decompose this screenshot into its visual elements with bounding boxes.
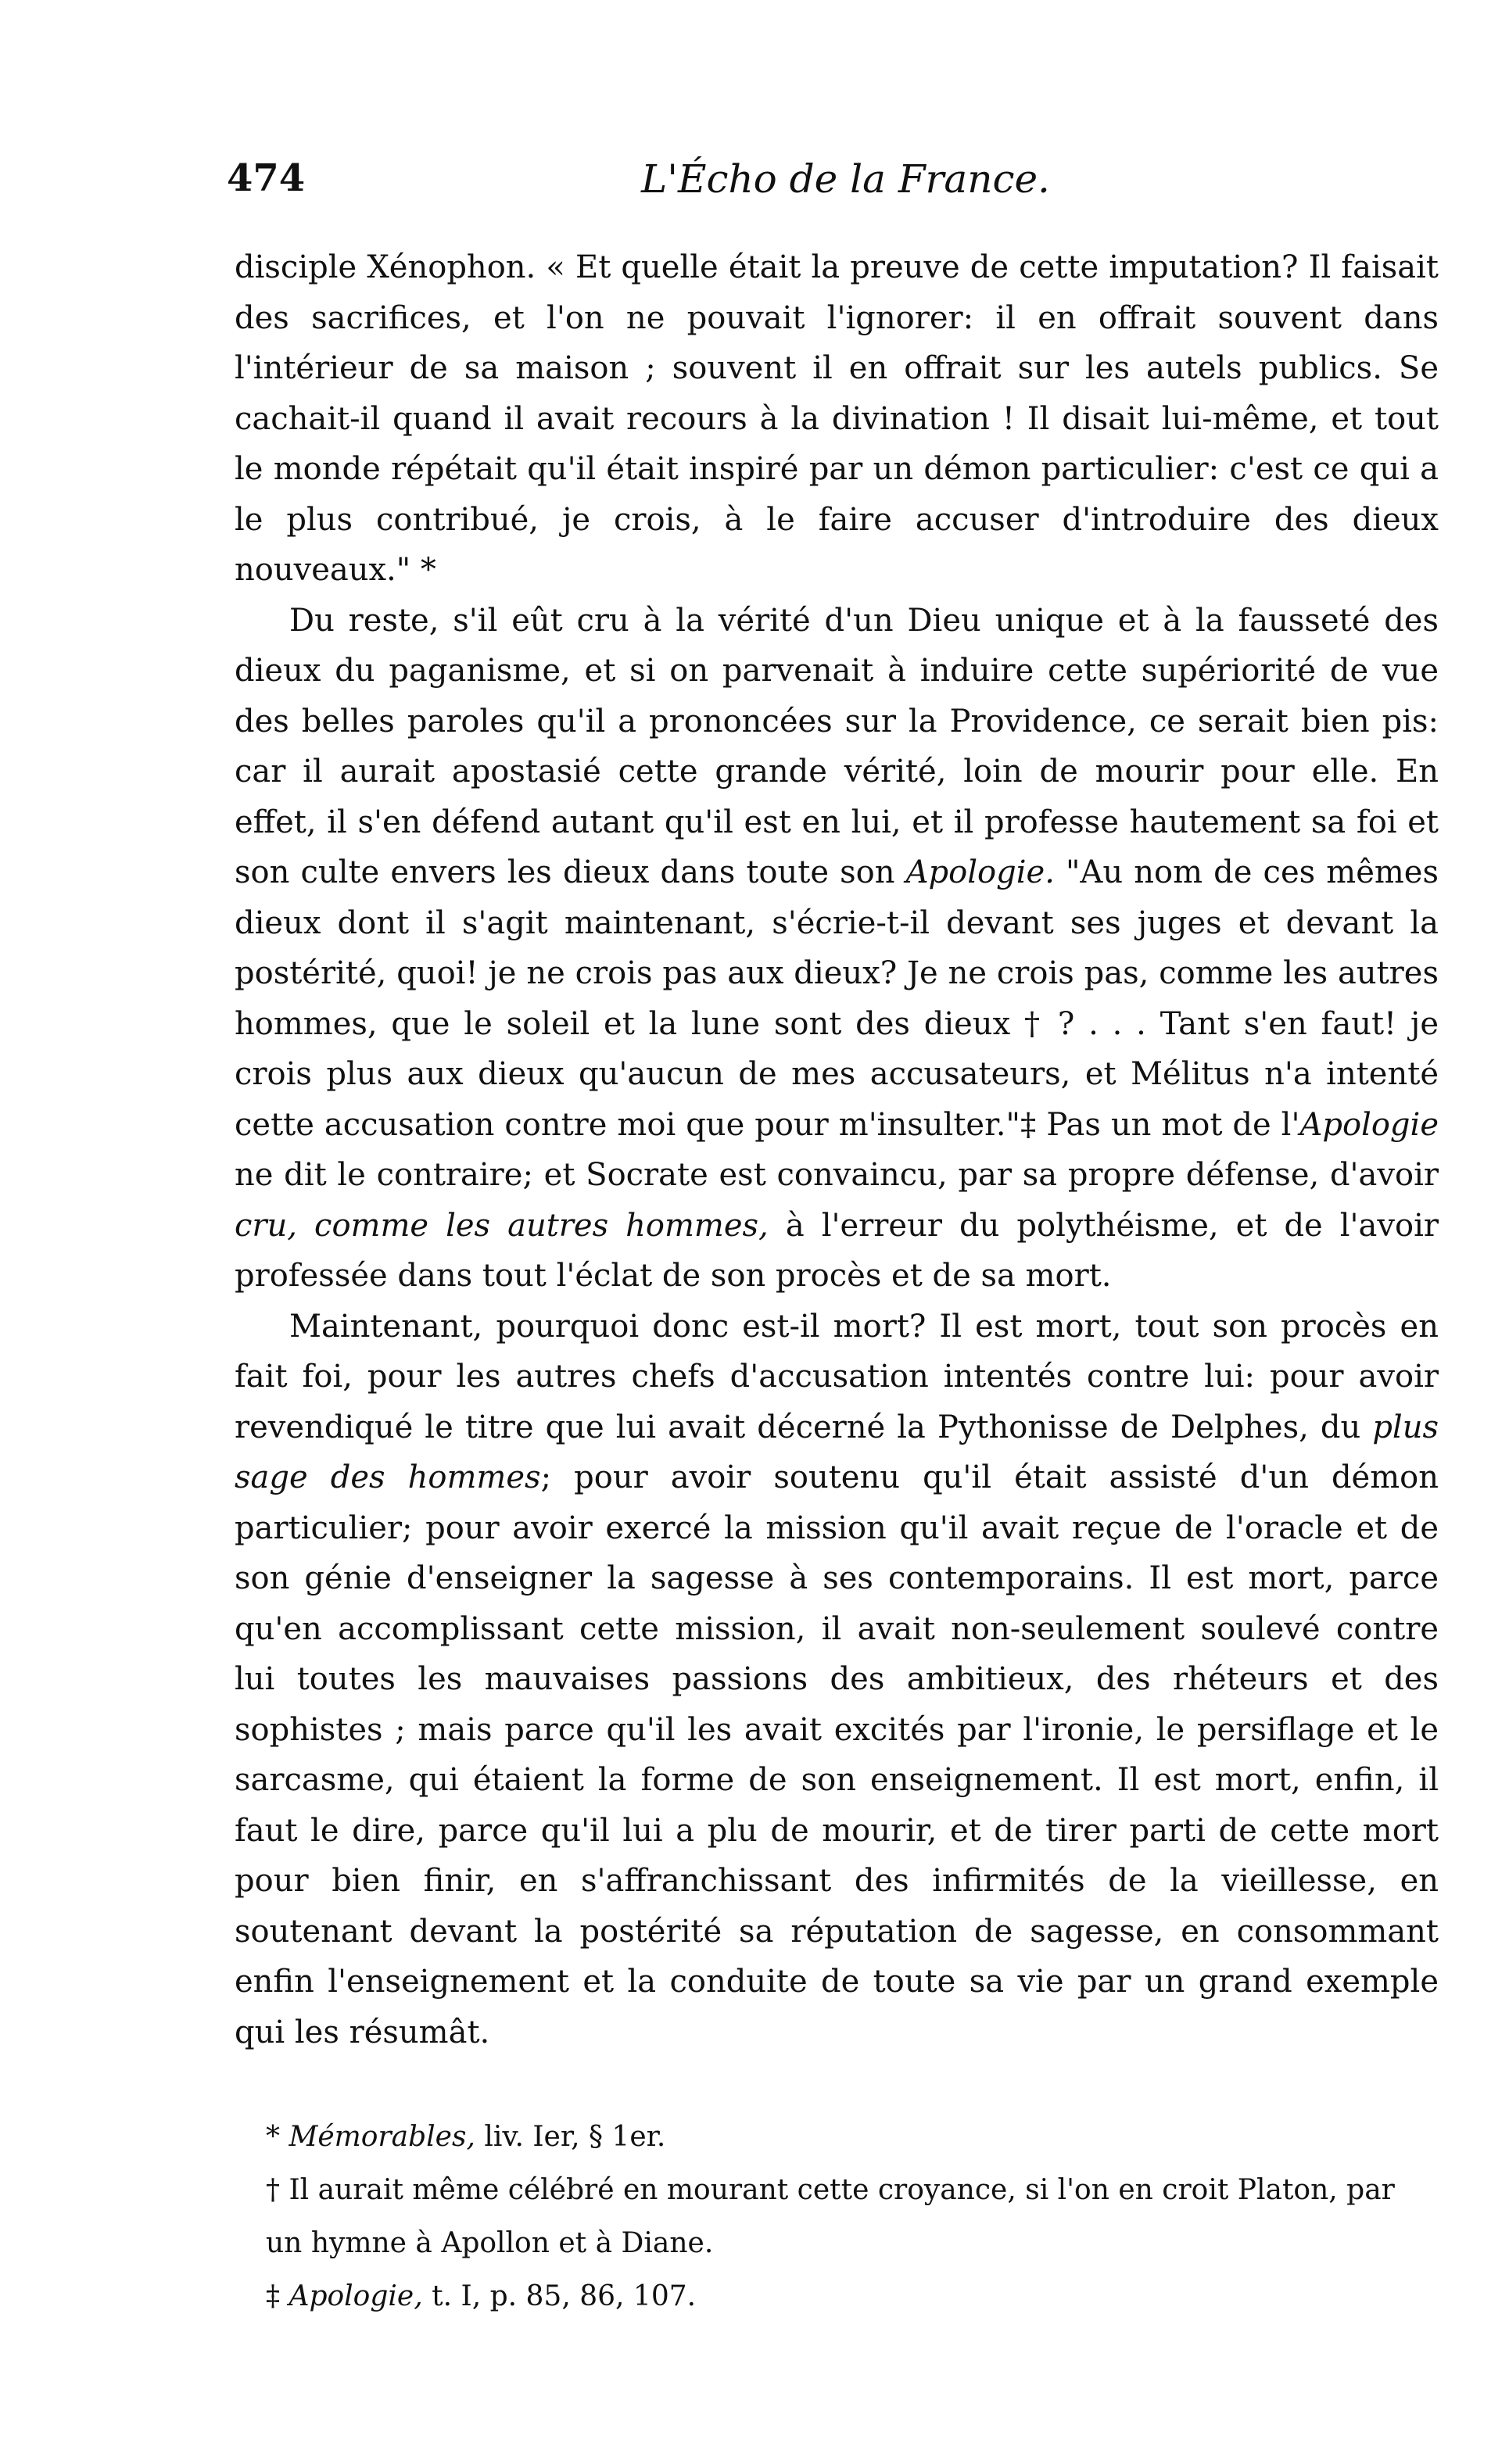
running-head: L'Écho de la France. bbox=[641, 156, 1050, 202]
apologie-title: Apologie bbox=[1299, 1106, 1439, 1143]
footnote-1: * Mémorables, liv. Ier, § 1er. bbox=[266, 2121, 666, 2153]
footnote-2: † Il aurait même célébré en mourant cette croyance, si l'on en croit Platon, par un hymne à Apollon et à Diane. bbox=[266, 2174, 1395, 2259]
page-header bbox=[227, 156, 1446, 219]
paragraph-3: Maintenant, pourquoi donc est-il mort? Il est mort, tout son procès en fait foi, pour les autres chefs d'accusation intentés contre lui: pour avoir revendiqué le titre que lui avait décerné la Pythonisse de Delphes, du plus sage des hommes; pour avoir soutenu qu'il était assisté d'un démon particulier; pour avoir exercé la mission qu'il avait reçue de l'oracle et de son génie d'enseigner la sagesse à ses contemporains. Il est mort, parce qu'en accomplissant cette mission, il avait non-seulement soulevé contre lui toutes les mauvaises passions des ambitieux, des rhéteurs et des sophistes ; mais parce qu'il les avait excités par l'ironie, le persiflage et le sarcasme, qui étaient la forme de son enseignement. Il est mort, enfin, il faut le dire, parce qu'il lui a plu de mourir, et de tirer parti de cette mort pour bien finir, en s'affranchissant des infirmités de la vieillesse, en soutenant devant la postérité sa réputation de sagesse, en consommant enfin l'enseignement et la conduite de toute sa vie par un grand exemple qui les résumât. bbox=[235, 1308, 1439, 2050]
paragraph-2: Du reste, s'il eût cru à la vérité d'un Dieu unique et à la fausseté des dieux du paganisme, et si on parvenait à induire cette supériorité de vue des belles paroles qu'il a prononcées sur la Providence, ce serait bien pis: car il aurait apostasié cette grande vérité, loin de mourir pour elle. En effet, il s'en défend autant qu'il est en lui, et il professe hautement sa foi et son culte envers les dieux dans toute son Apologie. "Au nom de ces mêmes dieux dont il s'agit maintenant, s'écrie-t-il devant ses juges et devant la postérité, quoi! je ne crois pas aux dieux? Je ne crois pas, comme les autres hommes, que le soleil et la lune sont des dieux † ? . . . Tant s'en faut! je crois plus aux dieux qu'aucun de mes accusateurs, et Mélitus n'a intenté cette accusation contre moi que pour m'insulter."‡ Pas un mot de l'Apologie ne dit le contraire; et Socrate est convaincu, par sa propre défense, d'avoir cru, comme les autres hommes, à l'erreur du polythéisme, et de l'avoir professée dans tout l'éclat de son procès et de sa mort. bbox=[235, 602, 1439, 1294]
apologie-title: Apologie. bbox=[905, 854, 1055, 890]
italic-phrase: plus sage des hommes bbox=[235, 1409, 1439, 1495]
body-text bbox=[235, 242, 1439, 2058]
footnotes bbox=[266, 2111, 1439, 2323]
italic-phrase: cru, comme les autres hommes, bbox=[235, 1207, 769, 1244]
paragraph-1: disciple Xénophon. « Et quelle était la preuve de cette imputation? Il faisait des sacrifices, et l'on ne pouvait l'ignorer: il en offrait souvent dans l'intérieur de sa maison ; souvent il en offrait sur les autels publics. Se cachait-il quand il avait recours à la divination ! Il disait lui-même, et tout le monde répétait qu'il était inspiré par un démon particulier: c'est ce qui a le plus contribué, je crois, à le faire accuser d'introduire des dieux nouveaux." * bbox=[235, 249, 1439, 588]
footnote-3: ‡ Apologie, t. I, p. 85, 86, 107. bbox=[266, 2280, 697, 2312]
page-number: 474 bbox=[227, 156, 306, 200]
